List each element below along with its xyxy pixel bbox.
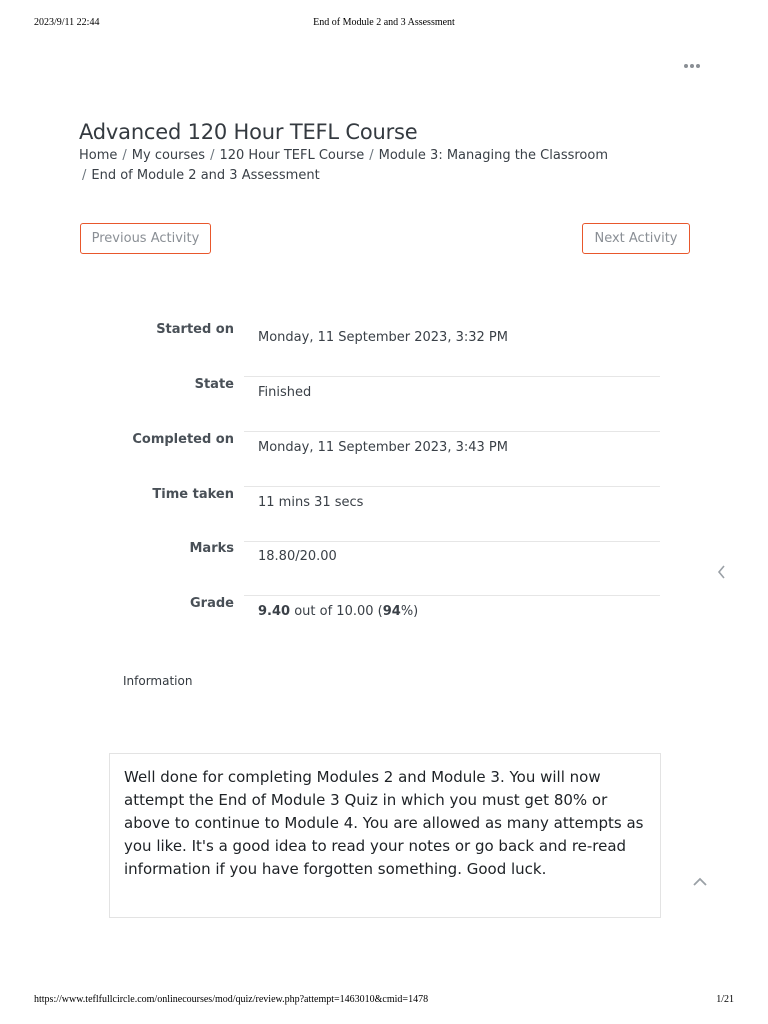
chevron-left-icon[interactable] [716,564,728,584]
completed-on-value: Monday, 11 September 2023, 3:43 PM [258,440,508,455]
breadcrumb-separator: / [82,168,87,183]
summary-row-completed [90,432,660,487]
print-page-number: 1/21 [716,994,734,1005]
summary-row-started [90,322,660,377]
breadcrumb-separator: / [369,148,374,163]
grade-label: Grade [190,596,234,611]
grade-suffix: %) [400,604,419,619]
previous-activity-button[interactable]: Previous Activity [80,223,211,254]
summary-row-time [90,487,660,542]
time-taken-value: 11 mins 31 secs [258,495,364,510]
grade-percent: 94 [382,604,401,619]
information-label: Information [123,674,193,688]
information-text: Well done for completing Modules 2 and Module 3. You will now attempt the End of Module 3 Quiz in which you must get 80% or above to continue to Module 4. You are allowed as many attempts as you like. It's a good idea to read your notes or go back and re-read information if you have forgotten something. Good luck. [124,768,644,878]
grade-value [258,604,418,619]
summary-row-marks [90,541,660,596]
breadcrumb-my-courses[interactable]: My courses [131,148,206,163]
summary-row-grade [90,596,660,651]
completed-on-label: Completed on [132,432,234,447]
started-on-label: Started on [156,322,234,337]
chevron-up-icon[interactable] [692,873,708,892]
started-on-value: Monday, 11 September 2023, 3:32 PM [258,330,508,345]
breadcrumb [79,146,619,186]
breadcrumb-home[interactable]: Home [79,148,118,163]
next-activity-button[interactable]: Next Activity [582,223,690,254]
marks-value: 18.80/20.00 [258,549,337,564]
breadcrumb-current-activity[interactable]: End of Module 2 and 3 Assessment [91,168,320,183]
breadcrumb-module[interactable]: Module 3: Managing the Classroom [378,148,609,163]
breadcrumb-separator: / [122,148,127,163]
more-horizontal-icon[interactable] [684,60,704,72]
information-box [109,753,661,918]
page-title: Advanced 120 Hour TEFL Course [79,120,418,144]
time-taken-label: Time taken [152,487,234,502]
grade-out-of: out of 10.00 ( [290,604,383,619]
state-label: State [194,377,234,392]
print-datetime: 2023/9/11 22:44 [34,17,100,28]
grade-score: 9.40 [258,604,291,619]
print-url: https://www.teflfullcircle.com/onlinecourses/mod/quiz/review.php?attempt=1463010&cmid=1478 [34,994,429,1005]
breadcrumb-course[interactable]: 120 Hour TEFL Course [219,148,365,163]
print-header [34,17,734,31]
marks-label: Marks [189,541,234,556]
breadcrumb-separator: / [210,148,215,163]
print-footer [34,994,734,1008]
state-value: Finished [258,385,312,400]
print-doc-title: End of Module 2 and 3 Assessment [313,17,455,28]
summary-row-state [90,377,660,432]
